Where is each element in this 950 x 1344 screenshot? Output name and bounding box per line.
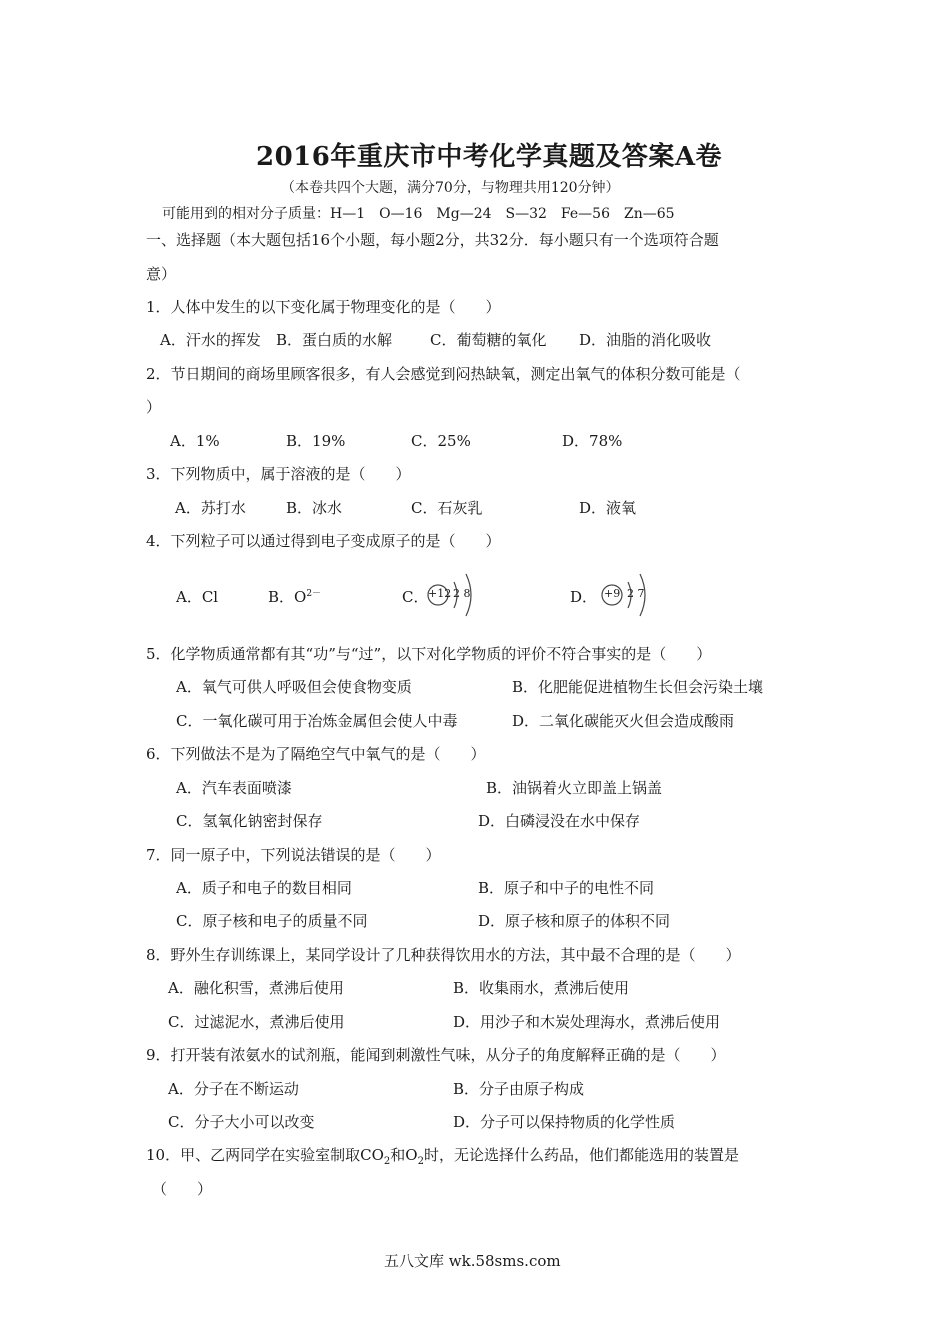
atom-structure-diagram-c xyxy=(424,566,486,624)
q1-option-c: C．葡萄糖的氧化 xyxy=(430,331,547,349)
q5-option-c: C．一氧化碳可用于冶炼金属但会使人中毒 xyxy=(176,712,458,730)
q7-option-c: C．原子核和电子的质量不同 xyxy=(176,912,368,930)
q4-option-d: D． xyxy=(570,588,598,606)
q9-option-d: D．分子可以保持物质的化学性质 xyxy=(453,1113,676,1131)
q7-option-d: D．原子核和原子的体积不同 xyxy=(478,912,671,930)
footer-watermark: 五八文库 wk.58sms.com xyxy=(384,1252,561,1270)
q2-option-c: C．25% xyxy=(411,432,471,450)
q8-option-d: D．用沙子和木炭处理海水，煮沸后使用 xyxy=(453,1013,721,1031)
question-7: 7．同一原子中，下列说法错误的是（ ） xyxy=(146,846,441,864)
q8-option-a: A．融化积雪，煮沸后使用 xyxy=(168,979,344,997)
q3-option-b: B．冰水 xyxy=(286,499,343,517)
q4-option-b-label: B．O xyxy=(268,588,307,606)
q2-option-d: D．78% xyxy=(562,432,623,450)
relative-masses: 可能用到的相对分子质量：H—1 O—16 Mg—24 S—32 Fe—56 Zn—65 xyxy=(162,206,675,222)
page-title: 2016年重庆市中考化学真题及答案A卷 xyxy=(256,142,723,172)
atom-c-shells: 2 8 xyxy=(453,587,471,600)
exam-note: （本卷共四个大题，满分70分，与物理共用120分钟） xyxy=(281,180,620,196)
q4-option-b xyxy=(268,586,321,607)
section-heading: 一、选择题（本大题包括16个小题，每小题2分，共32分．每小题只有一个选项符合题 xyxy=(146,231,719,249)
question-5: 5．化学物质通常都有其“功”与“过”，以下对化学物质的评价不符合事实的是（ ） xyxy=(146,645,712,663)
q10-stem-a: 10．甲、乙两同学在实验室制取CO xyxy=(146,1146,384,1164)
q2-option-a: A．1% xyxy=(170,432,220,450)
q3-option-d: D．液氧 xyxy=(579,499,637,517)
q7-option-a: A．质子和电子的数目相同 xyxy=(176,879,352,897)
q6-option-c: C．氢氧化钠密封保存 xyxy=(176,812,323,830)
q7-option-b: B．原子和中子的电性不同 xyxy=(478,879,655,897)
q3-option-a: A．苏打水 xyxy=(175,499,246,517)
question-2-cont: ） xyxy=(146,398,162,416)
q8-option-c: C．过滤泥水，煮沸后使用 xyxy=(168,1013,345,1031)
question-1: 1．人体中发生的以下变化属于物理变化的是（ ） xyxy=(146,298,501,316)
q6-option-b: B．油锅着火立即盖上锅盖 xyxy=(486,779,663,797)
ion-charge: 2－ xyxy=(306,589,322,599)
atom-structure-diagram-d xyxy=(596,566,658,624)
q10-stem-c: 时，无论选择什么药品，他们都能选用的装置是 xyxy=(423,1146,739,1164)
q1-option-a: A．汗水的挥发 xyxy=(160,331,261,349)
question-10-cont: （ ） xyxy=(152,1180,213,1198)
q9-option-a: A．分子在不断运动 xyxy=(168,1080,299,1098)
q6-option-d: D．白磷浸没在水中保存 xyxy=(478,812,641,830)
q4-option-a: A．Cl xyxy=(176,588,219,606)
q6-option-a: A．汽车表面喷漆 xyxy=(176,779,292,797)
q5-option-d: D．二氧化碳能灭火但会造成酸雨 xyxy=(512,712,735,730)
question-10 xyxy=(146,1144,739,1167)
section-heading-cont: 意） xyxy=(146,265,177,283)
question-2: 2．节日期间的商场里顾客很多，有人会感觉到闷热缺氧，测定出氧气的体积分数可能是（ xyxy=(146,365,741,383)
question-8: 8．野外生存训练课上，某同学设计了几种获得饮用水的方法，其中最不合理的是（ ） xyxy=(146,946,741,964)
q10-sub-1: 2 xyxy=(383,1156,391,1167)
q3-option-c: C．石灰乳 xyxy=(411,499,483,517)
question-9: 9．打开装有浓氨水的试剂瓶，能闻到刺激性气味，从分子的角度解释正确的是（ ） xyxy=(146,1046,726,1064)
question-3: 3．下列物质中，属于溶液的是（ ） xyxy=(146,465,411,483)
q4-option-c: C． xyxy=(402,588,429,606)
q2-option-b: B．19% xyxy=(286,432,346,450)
atom-d-shells: 2 7 xyxy=(627,587,645,600)
question-6: 6．下列做法不是为了隔绝空气中氧气的是（ ） xyxy=(146,745,486,763)
q5-option-a: A．氧气可供人呼吸但会使食物变质 xyxy=(176,678,412,696)
q1-option-b: B．蛋白质的水解 xyxy=(276,331,393,349)
q8-option-b: B．收集雨水，煮沸后使用 xyxy=(453,979,630,997)
q9-option-b: B．分子由原子构成 xyxy=(453,1080,585,1098)
q10-sub-2: 2 xyxy=(417,1156,424,1167)
q5-option-b: B．化肥能促进植物生长但会污染土壤 xyxy=(512,678,764,696)
question-4: 4．下列粒子可以通过得到电子变成原子的是（ ） xyxy=(146,532,501,550)
atom-d-nucleus: +9 xyxy=(604,587,621,600)
q10-stem-b: 和O xyxy=(390,1146,418,1164)
q1-option-d: D．油脂的消化吸收 xyxy=(579,331,712,349)
atom-c-nucleus: +12 xyxy=(428,587,452,600)
q9-option-c: C．分子大小可以改变 xyxy=(168,1113,315,1131)
